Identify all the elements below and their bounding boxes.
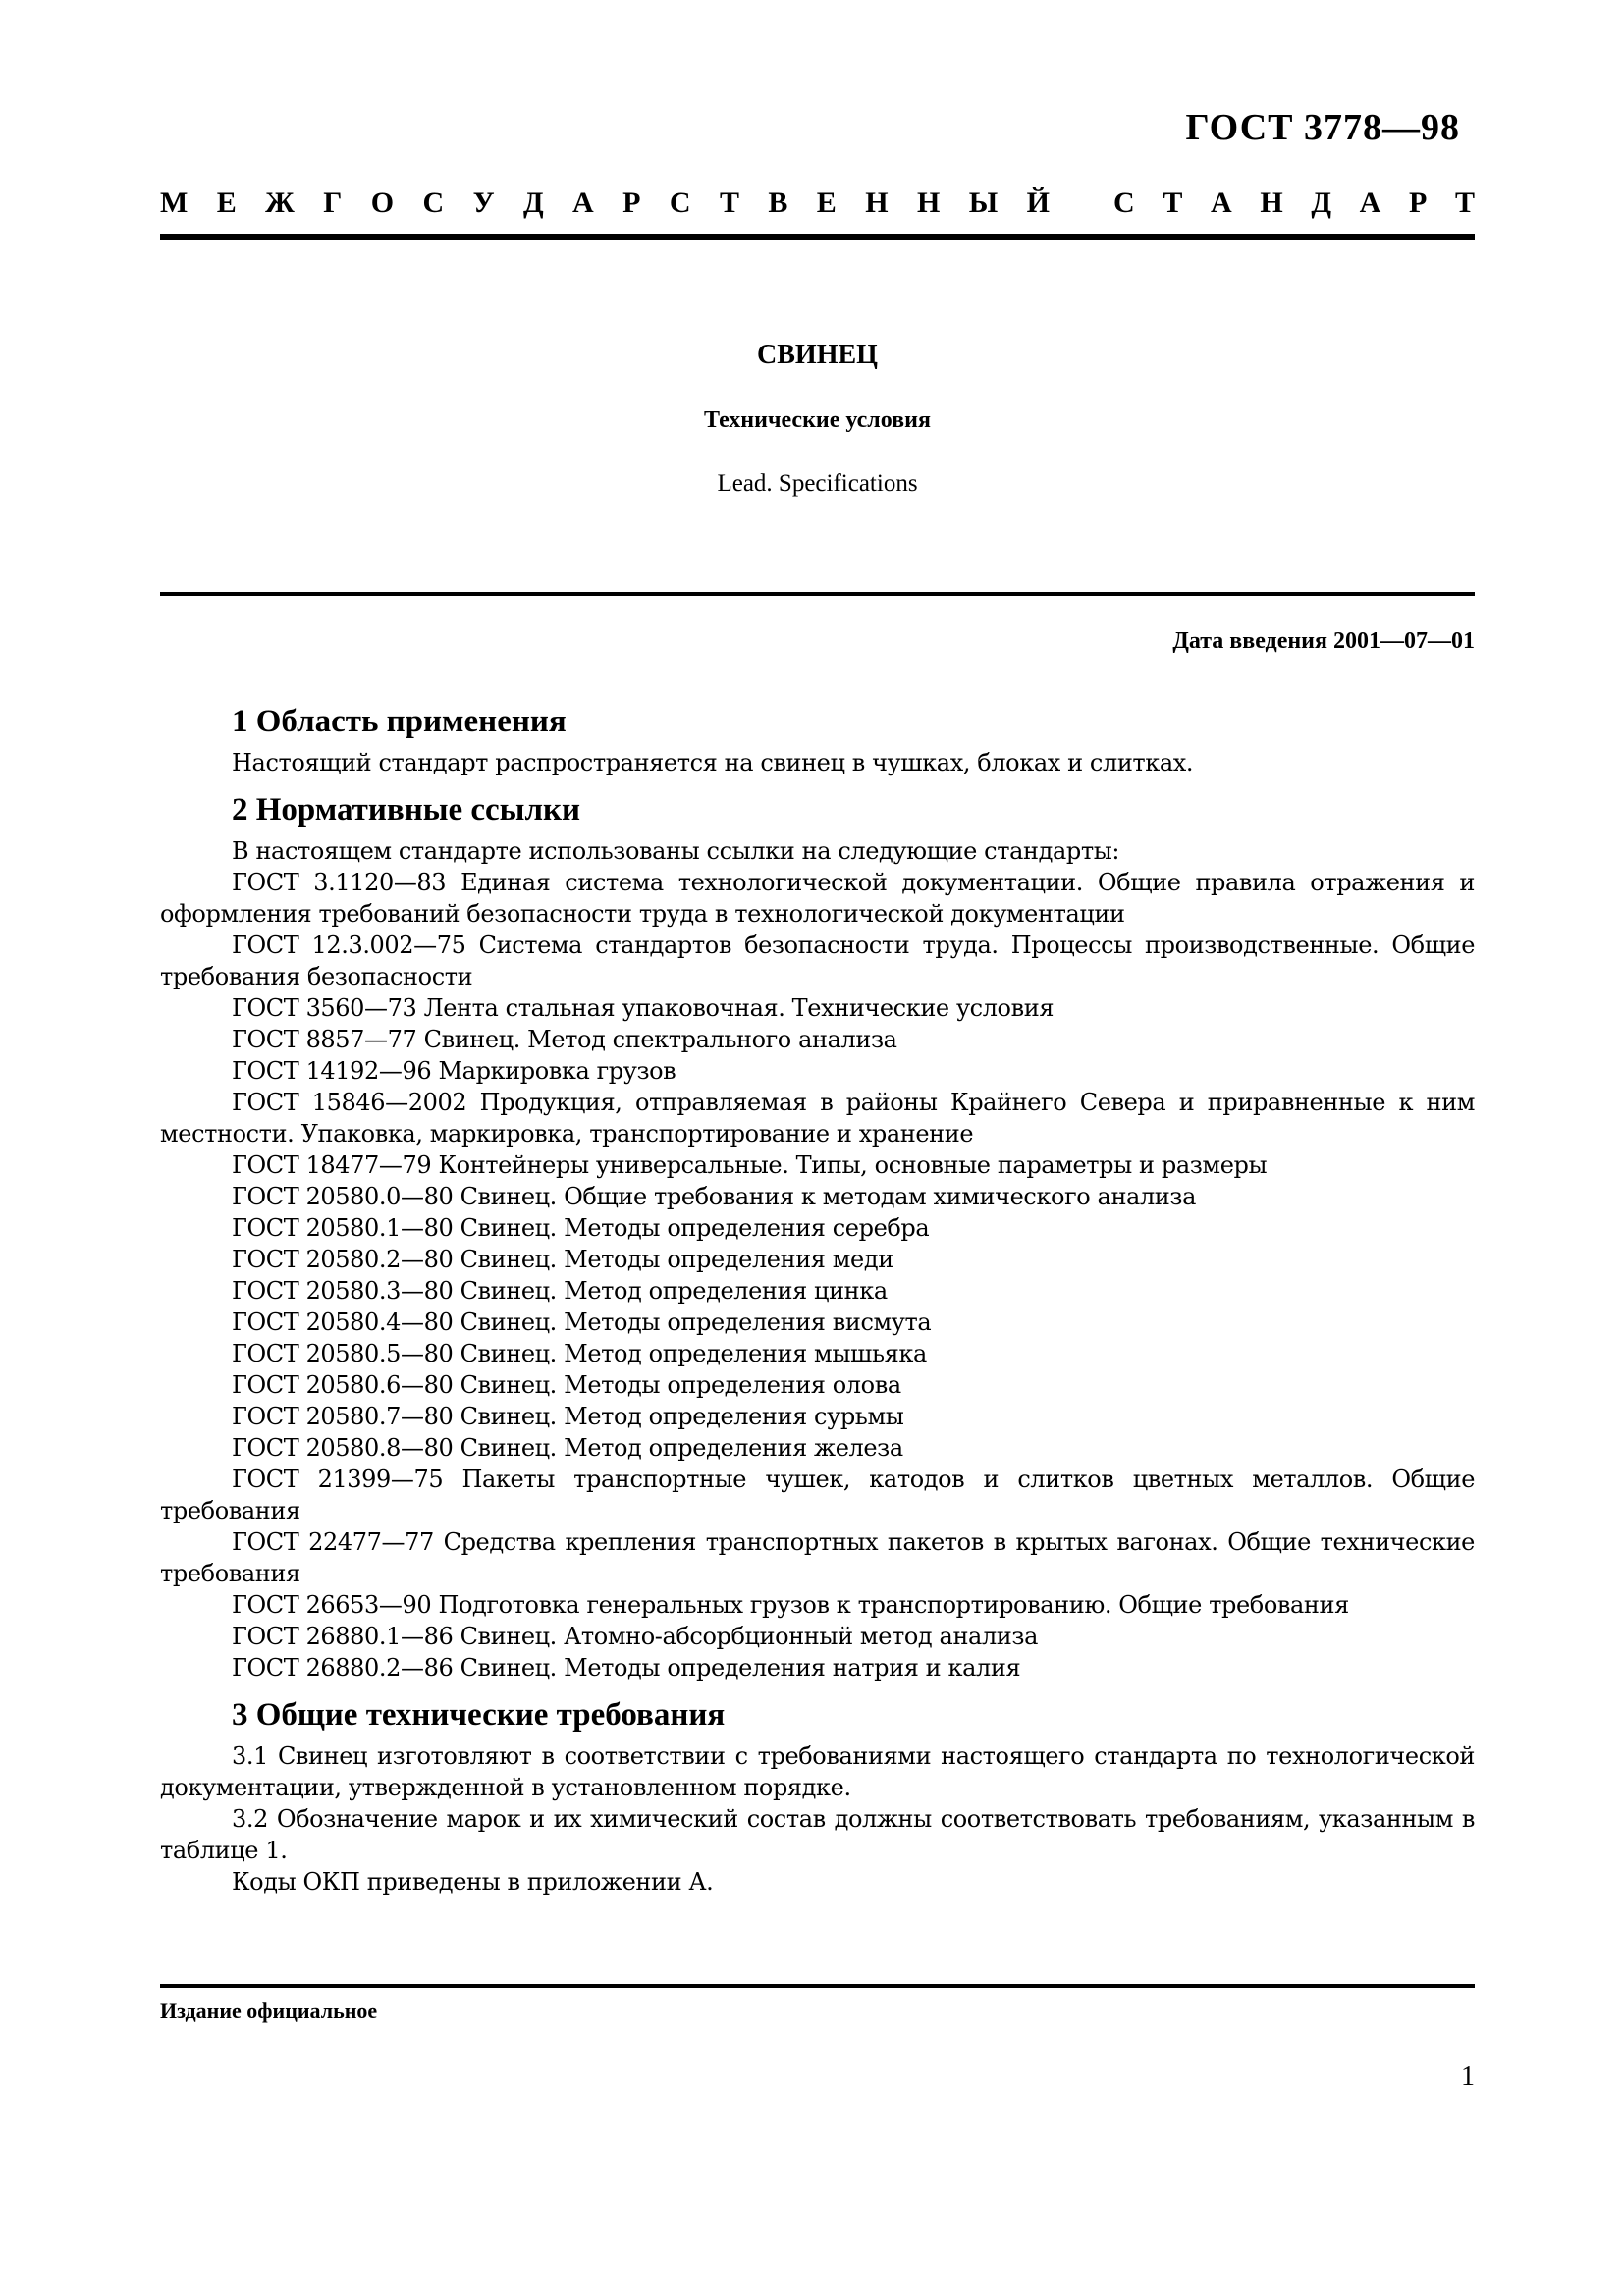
paragraph: В настоящем стандарте использованы ссылки на следующие стандарты: [232,837,1120,865]
banner-letter: Н [1260,187,1283,219]
banner-letter: Т [1454,187,1475,219]
banner-letter: Е [816,187,837,219]
paragraph: 3.2 Обозначение марок и их химический состав должны соответствовать требованиям, указанным в таблице 1. [160,1805,1475,1864]
paragraph: Настоящий стандарт распространяется на свинец в чушках, блоках и слитках. [232,749,1194,776]
document-code: ГОСТ 3778—98 [1185,107,1460,148]
paragraph: ГОСТ 3560—73 Лента стальная упаковочная. Технические условия [232,994,1055,1022]
section-heading: 1 Область применения [232,704,567,739]
english-title: Lead. Specifications [717,470,918,497]
banner-letter: Н [865,187,889,219]
top-rule [160,234,1475,240]
page-number: 1 [1461,2061,1475,2092]
banner-letter: Й [1026,187,1050,219]
banner-letter: С [1113,187,1135,219]
paragraph: ГОСТ 20580.6—80 Свинец. Методы определения олова [232,1371,901,1399]
banner-letter: У [472,187,495,219]
paragraph: ГОСТ 21399—75 Пакеты транспортные чушек, катодов и слитков цветных металлов. Общие требования [160,1466,1475,1524]
paragraph: Коды ОКП приведены в приложении А. [232,1868,714,1896]
banner-letter: Г [323,187,343,219]
paragraph: ГОСТ 20580.7—80 Свинец. Метод определения сурьмы [232,1403,904,1430]
banner-letter: Д [523,187,544,219]
document-subtitle: Технические условия [704,407,931,433]
banner-letter: А [1211,187,1232,219]
introduction-date: Дата введения 2001—07—01 [1172,628,1475,654]
paragraph: ГОСТ 22477—77 Средства крепления транспортных пакетов в крытых вагонах. Общие технические требования [160,1528,1475,1587]
paragraph: ГОСТ 20580.2—80 Свинец. Методы определения меди [232,1246,893,1273]
paragraph: ГОСТ 26880.1—86 Свинец. Атомно-абсорбционный метод анализа [232,1623,1038,1650]
paragraph: ГОСТ 15846—2002 Продукция, отправляемая в районы Крайнего Севера и приравненные к ним местности. Упаковка, маркировка, транспортирование и хранение [160,1089,1475,1148]
banner-letter: Ж [265,187,295,219]
paragraph: ГОСТ 3.1120—83 Единая система технологической документации. Общие правила отражения и оформления требований безопасности труда в технологической документации [160,869,1475,928]
banner-letter: А [572,187,594,219]
banner-letter: Р [622,187,641,219]
section-heading: 3 Общие технические требования [232,1697,726,1733]
paragraph: ГОСТ 12.3.002—75 Система стандартов безопасности труда. Процессы производственные. Общие требования безопасности [160,932,1475,990]
banner-letter: Н [916,187,941,219]
banner-letter: О [370,187,395,219]
paragraph: ГОСТ 26880.2—86 Свинец. Методы определения натрия и калия [232,1654,1021,1682]
paragraph: ГОСТ 20580.0—80 Свинец. Общие требования к методам химического анализа [232,1183,1197,1210]
banner-letter: Т [719,187,739,219]
section-heading: 2 Нормативные ссылки [232,792,580,828]
paragraph: ГОСТ 14192—96 Маркировка грузов [232,1057,676,1085]
banner-letter: А [1359,187,1381,219]
banner-letter: Т [1163,187,1183,219]
banner-letter: Е [216,187,237,219]
interstate-standard-banner [160,187,1475,220]
paragraph: 3.1 Свинец изготовляют в соответствии с требованиями настоящего стандарта по технологической документации, утвержденной в установленном порядке. [160,1742,1475,1801]
section-gap [160,778,1475,790]
document-page [160,0,1475,2296]
standard-word [1113,187,1475,220]
edition-label: Издание официальное [160,1999,378,2023]
paragraph: ГОСТ 8857—77 Свинец. Метод спектрального анализа [232,1026,897,1053]
middle-rule [160,592,1475,596]
section-gap [160,1683,1475,1695]
paragraph: ГОСТ 20580.5—80 Свинец. Метод определения мышьяка [232,1340,927,1367]
paragraph: ГОСТ 20580.3—80 Свинец. Метод определения цинка [232,1277,888,1305]
paragraph: ГОСТ 20580.4—80 Свинец. Методы определения висмута [232,1308,932,1336]
document-body [160,702,1475,1897]
banner-letter: С [422,187,445,219]
document-title: СВИНЕЦ [757,340,878,370]
paragraph: ГОСТ 20580.1—80 Свинец. Методы определения серебра [232,1214,930,1242]
paragraph: ГОСТ 20580.8—80 Свинец. Метод определения железа [232,1434,903,1462]
banner-letter: Р [1408,187,1428,219]
banner-letter: М [160,187,189,219]
banner-letter: Ы [968,187,999,219]
banner-letter: С [669,187,691,219]
paragraph: ГОСТ 18477—79 Контейнеры универсальные. Типы, основные параметры и размеры [232,1151,1268,1179]
banner-letter: Д [1311,187,1331,219]
interstate-word [160,187,1050,220]
banner-letter: В [768,187,788,219]
bottom-rule [160,1984,1475,1988]
paragraph: ГОСТ 26653—90 Подготовка генеральных грузов к транспортированию. Общие требования [232,1591,1349,1619]
